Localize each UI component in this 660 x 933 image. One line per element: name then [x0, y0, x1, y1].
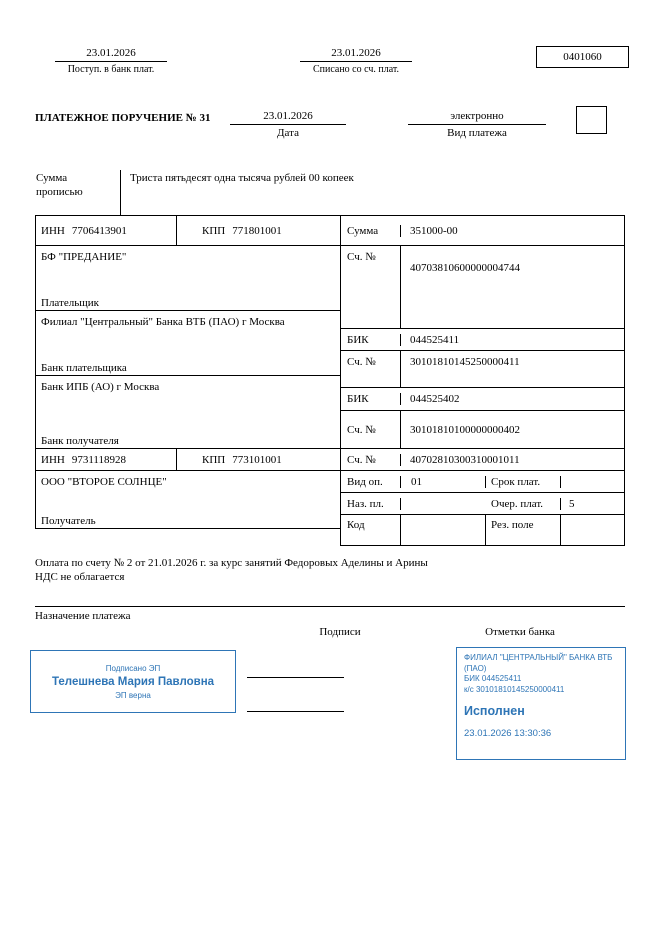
priority-label: Очер. плат. [486, 498, 561, 510]
payment-purpose-code-row [341, 493, 624, 515]
amount-words-label: Сумма прописью [35, 170, 121, 215]
amount-row [341, 216, 624, 246]
payer-bank-bik-row [341, 329, 624, 351]
esignature-signer-name: Телешнева Мария Павловна [51, 675, 215, 688]
payer-inn-row [36, 216, 340, 246]
payment-purpose-label: Назначение платежа [35, 610, 131, 622]
code-row [341, 515, 624, 546]
payment-purpose-text [35, 556, 625, 584]
payer-bank-account-label: Сч. № [341, 351, 401, 387]
bank-stamp [456, 647, 626, 760]
payer-kpp-cell: КПП 771801001 [202, 224, 282, 237]
payee-bank-bik-value: 044525402 [410, 393, 460, 405]
payee-account-label: Сч. № [341, 454, 401, 466]
payee-bank-name: Банк ИПБ (АО) г Москва [41, 381, 160, 393]
payee-bank-bik-label: БИК [341, 393, 401, 405]
code-value [401, 515, 486, 545]
payee-inn-value: 9731118928 [71, 453, 127, 466]
payment-kind-label: Вид платежа [447, 127, 507, 139]
code-label: Код [341, 515, 401, 545]
bank-stamp-datetime: 23.01.2026 13:30:36 [464, 728, 552, 739]
table-right-column [340, 216, 625, 546]
table-left-column [35, 216, 340, 529]
amount-words-value: Триста пятьдесят одна тысяча рублей 00 копеек [130, 172, 354, 184]
payee-bank-account-label: Сч. № [341, 411, 401, 448]
payee-inn-row [36, 449, 340, 471]
payer-inn-cell: ИНН 7706413901 [36, 216, 177, 245]
payee-bank-label: Банк получателя [41, 435, 119, 447]
payee-kpp-cell: КПП 773101001 [202, 453, 282, 466]
header-date: 23.01.2026 [230, 110, 346, 125]
bank-marks-title: Отметки банка [485, 626, 555, 638]
payer-cell [36, 246, 340, 311]
payment-kind-block [408, 110, 546, 139]
operation-type-label: Вид оп. [341, 476, 401, 488]
payer-account-value: 40703810600000004744 [410, 262, 520, 274]
payer-bank-name: Филиал "Центральный" Банка ВТБ (ПАО) г Москва [41, 316, 285, 328]
header-date-label: Дата [277, 127, 299, 139]
payee-kpp-value: 773101001 [232, 453, 282, 466]
payee-bank-bik-row [341, 388, 624, 411]
bank-stamp-corr-account: к/с 30101810145250000411 [464, 684, 565, 694]
purpose-line-1: Оплата по счету № 2 от 21.01.2026 г. за курс занятий Федоровых Аделины и Арины [35, 557, 428, 569]
payer-account-row [341, 246, 624, 329]
payee-inn-cell: ИНН 9731118928 [36, 449, 177, 470]
payee-account-row [341, 449, 624, 471]
payer-name: БФ "ПРЕДАНИЕ" [41, 251, 127, 263]
payer-inn-value: 7706413901 [71, 224, 127, 237]
debited-date: 23.01.2026 [300, 47, 412, 62]
esignature-stamp [30, 650, 236, 713]
payer-bank-label: Банк плательщика [41, 362, 127, 374]
payer-bank-cell [36, 311, 340, 376]
payment-term-label: Срок плат. [486, 476, 561, 488]
bank-stamp-bank-name: ФИЛИАЛ "ЦЕНТРАЛЬНЫЙ" БАНКА ВТБ (ПАО) [464, 653, 613, 673]
bank-stamp-bik: БИК 044525411 [464, 674, 522, 683]
received-date: 23.01.2026 [55, 47, 167, 62]
priority-value: 5 [569, 497, 575, 510]
esignature-stamp-header: Подписано ЭП [105, 663, 161, 673]
payment-kind: электронно [408, 110, 546, 125]
received-date-label: Поступ. в банк плат. [67, 64, 155, 75]
form-code-box: 0401060 [536, 46, 629, 68]
operation-type-row [341, 471, 624, 493]
payer-label: Плательщик [41, 297, 99, 309]
payee-label: Получатель [41, 515, 96, 527]
payee-account-value: 40702810300310001011 [410, 453, 520, 466]
amount-label: Сумма [341, 225, 401, 237]
document-title: ПЛАТЕЖНОЕ ПОРУЧЕНИЕ № 31 [35, 112, 211, 124]
purpose-line-2: НДС не облагается [35, 571, 125, 583]
esignature-valid-note: ЭП верна [115, 690, 151, 700]
header-date-block [230, 110, 346, 139]
debited-date-label: Списано со сч. плат. [312, 64, 400, 75]
payee-bank-cell [36, 376, 340, 449]
payer-bank-bik-label: БИК [341, 334, 401, 346]
signatures-title: Подписи [319, 626, 361, 638]
payee-bank-account-row [341, 411, 624, 449]
payee-bank-account-value: 30101810100000000402 [410, 424, 520, 436]
reserve-field-value [561, 515, 624, 545]
payer-bank-account-row [341, 351, 624, 388]
payee-name: ООО "ВТОРОЕ СОЛНЦЕ" [41, 476, 167, 488]
amount-words-row [35, 170, 625, 215]
payer-kpp-value: 771801001 [232, 224, 282, 237]
amount-value: 351000-00 [410, 224, 458, 237]
payer-bank-account-value: 30101810145250000411 [410, 356, 520, 368]
payment-purpose-label-block [35, 606, 625, 622]
signature-line-1 [247, 677, 344, 678]
signature-line-2 [247, 711, 344, 712]
header-empty-box [576, 106, 607, 134]
bank-stamp-status: Исполнен [464, 704, 525, 718]
received-date-block [55, 47, 167, 75]
payer-account-label: Сч. № [341, 246, 401, 328]
payer-bank-bik-value: 044525411 [410, 333, 460, 346]
purpose-code-label: Наз. пл. [341, 498, 401, 510]
payee-cell [36, 471, 340, 529]
operation-type-value: 01 [401, 476, 486, 488]
debited-date-block [300, 47, 412, 75]
main-table [35, 215, 625, 546]
reserve-field-label: Рез. поле [486, 515, 561, 545]
